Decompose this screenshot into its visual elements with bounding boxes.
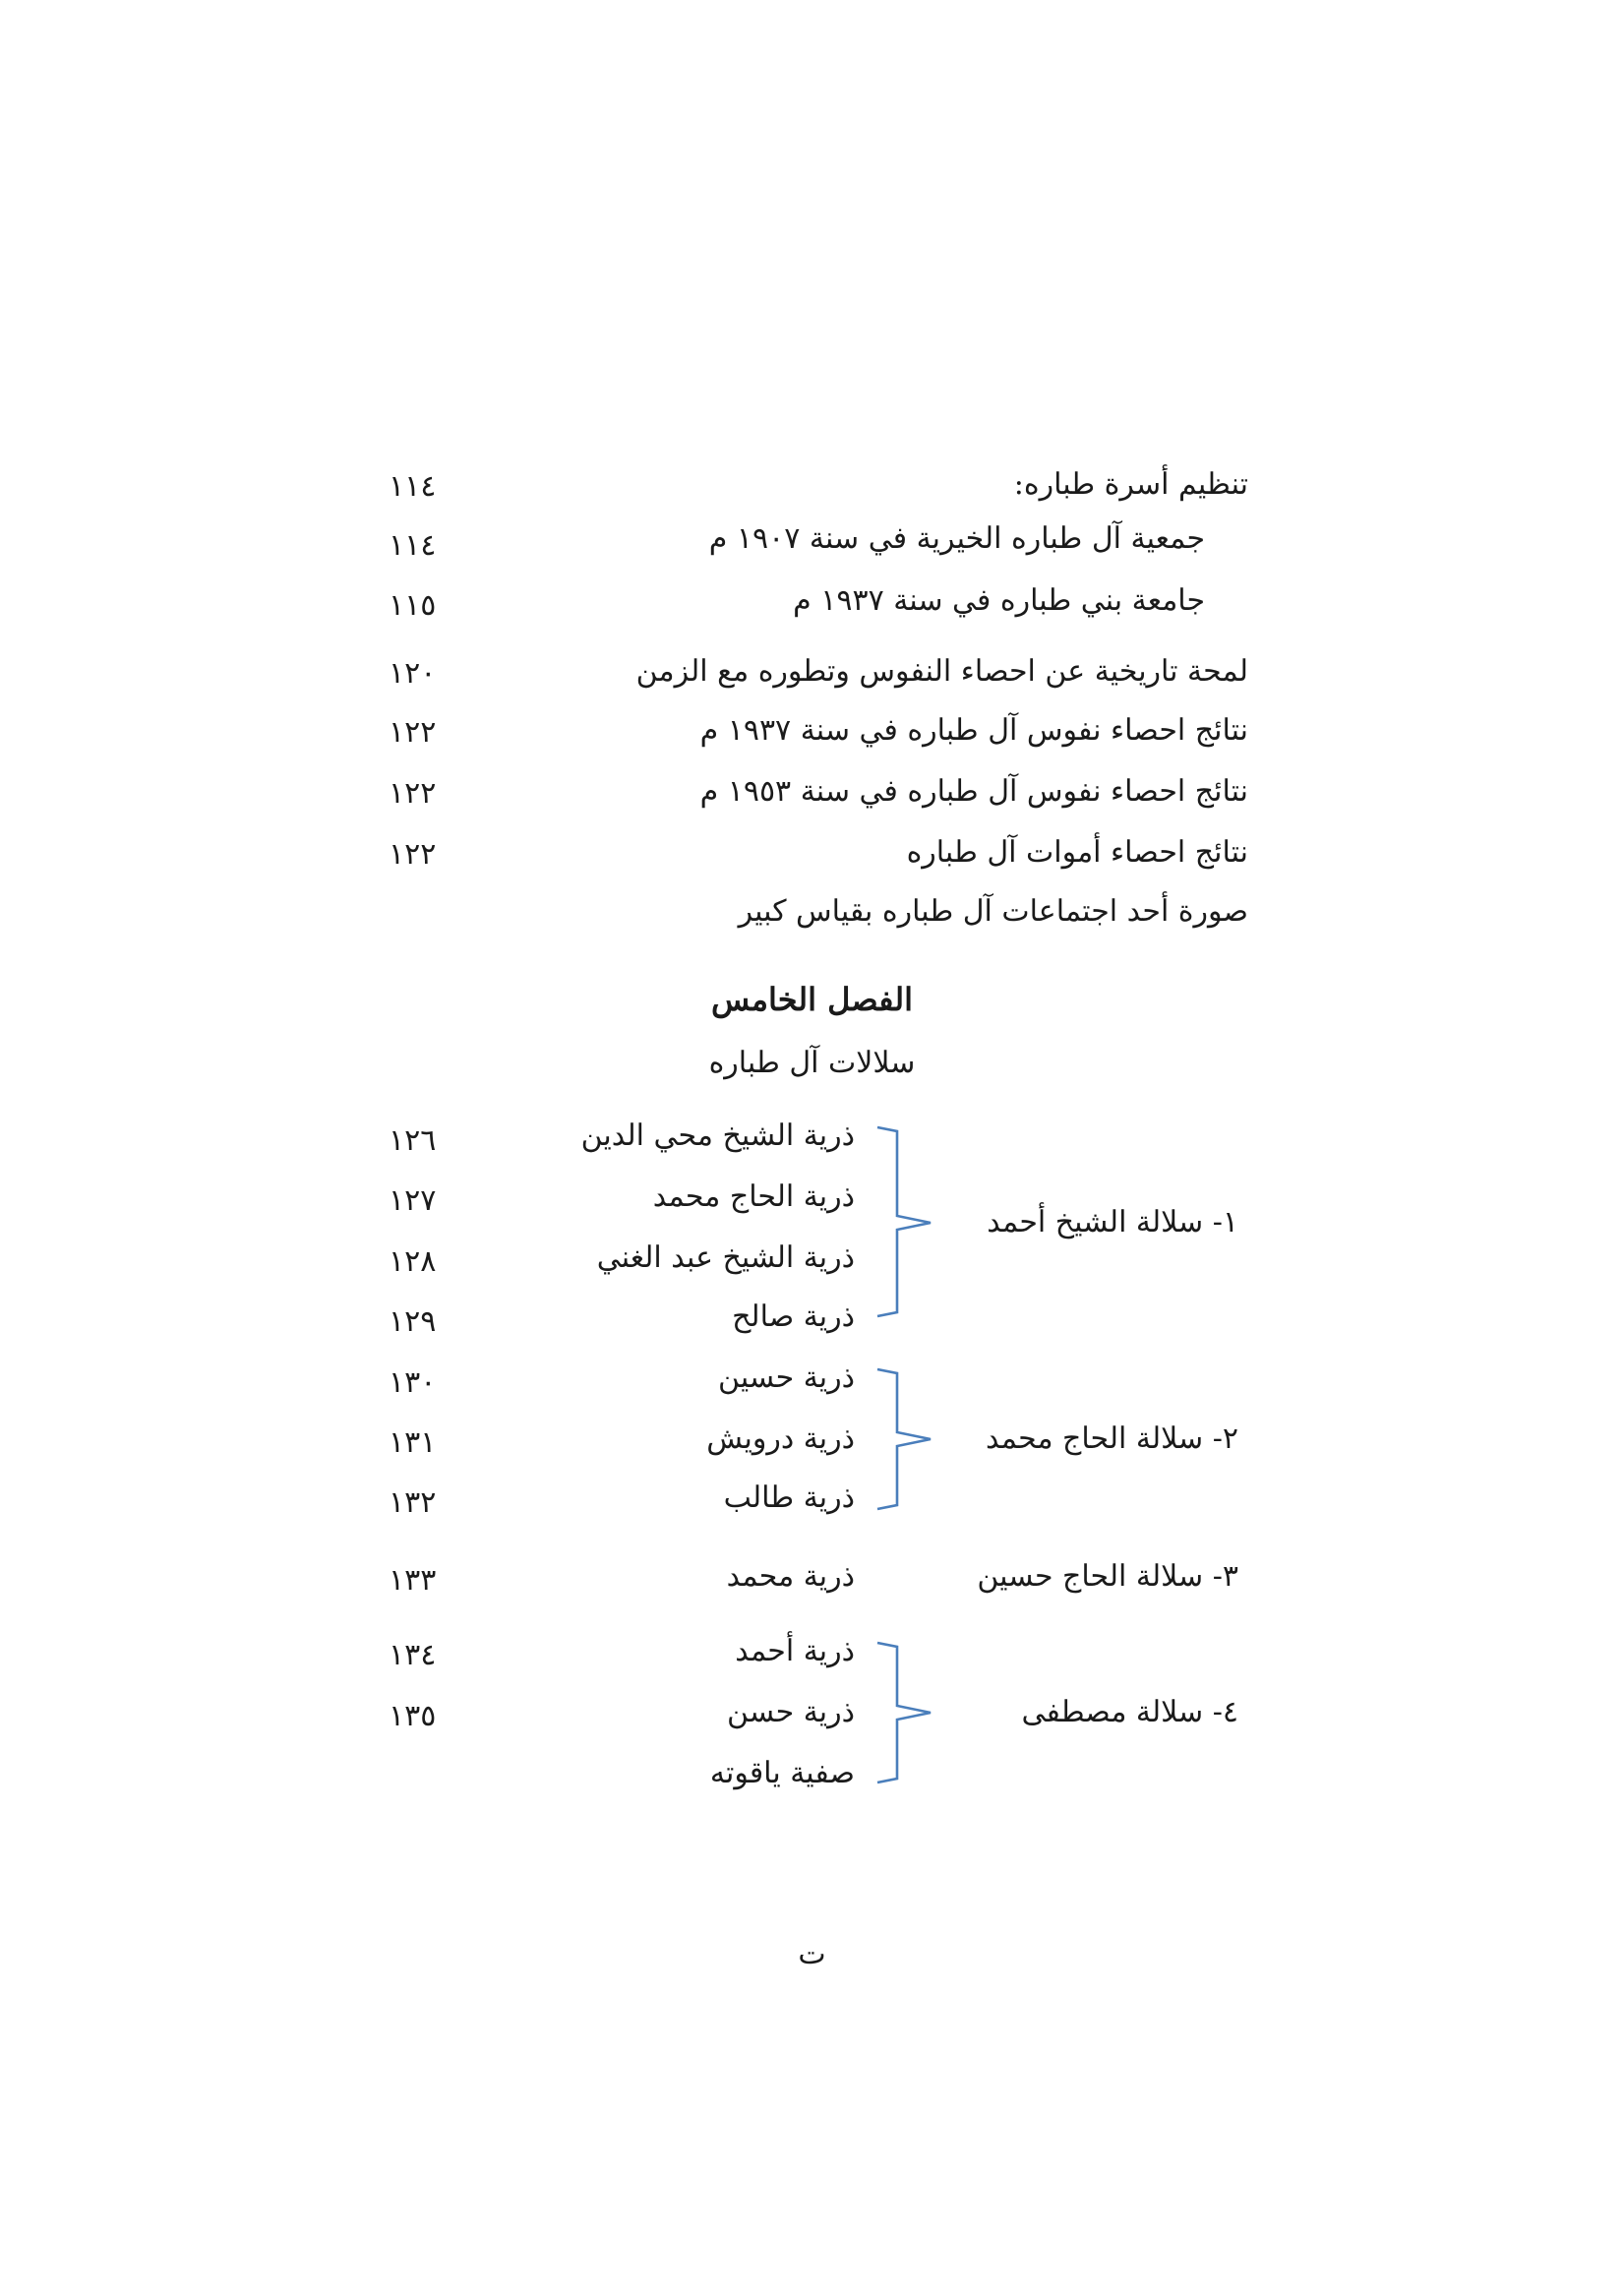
descendant-title: ذرية الحاج محمد bbox=[652, 1179, 855, 1214]
brace-lineage-2 bbox=[877, 1369, 931, 1509]
toc-entry-title: نتائج احصاء أموات آل طباره bbox=[906, 835, 1248, 870]
toc-entry-title: لمحة تاريخية عن احصاء النفوس وتطوره مع الزمن bbox=[635, 654, 1248, 689]
descendant-title: ذرية طالب bbox=[723, 1480, 855, 1515]
chapter-subtitle: سلالات آل طباره bbox=[708, 1046, 916, 1080]
descendant-title: ذرية أحمد bbox=[735, 1634, 855, 1668]
descendant-page: ١٢٨ bbox=[389, 1244, 437, 1279]
descendant-page: ١٣٢ bbox=[389, 1485, 437, 1520]
toc-entry-title: نتائج احصاء نفوس آل طباره في سنة ١٩٣٧ م bbox=[699, 713, 1248, 748]
descendant-title: ذرية حسن bbox=[727, 1695, 855, 1729]
toc-entry-page: ١١٤ bbox=[389, 528, 437, 563]
lineage-name: ٣- سلالة الحاج حسين bbox=[977, 1559, 1238, 1594]
toc-entry-title: جامعة بني طباره في سنة ١٩٣٧ م bbox=[793, 583, 1205, 618]
brace-lineage-4 bbox=[877, 1643, 931, 1782]
descendant-page: ١٣٤ bbox=[389, 1638, 437, 1672]
lineage-name: ١- سلالة الشيخ أحمد bbox=[987, 1205, 1238, 1239]
lineage-name: ٢- سلالة الحاج محمد bbox=[985, 1421, 1238, 1456]
toc-entry-page: ١٢٢ bbox=[389, 715, 437, 750]
descendant-title: ذرية الشيخ عبد الغني bbox=[596, 1240, 855, 1275]
descendant-page: ١٣٠ bbox=[389, 1365, 437, 1400]
toc-entry-page: ١٢٢ bbox=[389, 837, 437, 872]
descendant-title: ذرية درويش bbox=[706, 1421, 855, 1456]
descendant-page: ١٣١ bbox=[389, 1425, 437, 1460]
toc-entry-page: ١٢٢ bbox=[389, 776, 437, 811]
descendant-title: ذرية صالح bbox=[732, 1299, 855, 1334]
toc-entry-title: تنظيم أسرة طباره: bbox=[1013, 467, 1248, 502]
descendant-page: ١٢٩ bbox=[389, 1304, 437, 1339]
toc-entry-title: صورة أحد اجتماعات آل طباره بقياس كبير bbox=[738, 894, 1248, 929]
toc-entry-page: ١٢٠ bbox=[389, 656, 437, 691]
chapter-title: الفصل الخامس bbox=[711, 981, 913, 1018]
toc-entry-page: ١١٥ bbox=[389, 588, 437, 623]
descendant-page: ١٣٣ bbox=[389, 1563, 437, 1598]
descendant-page: ١٢٧ bbox=[389, 1183, 437, 1218]
descendant-title: ذرية الشيخ محي الدين bbox=[580, 1118, 855, 1153]
descendant-title: صفية ياقوته bbox=[709, 1756, 855, 1790]
lineage-name: ٤- سلالة مصطفى bbox=[1021, 1695, 1238, 1729]
descendant-title: ذرية محمد bbox=[726, 1559, 855, 1594]
descendant-title: ذرية حسين bbox=[717, 1360, 855, 1395]
descendant-page: ١٢٦ bbox=[389, 1123, 437, 1158]
toc-entry-title: جمعية آل طباره الخيرية في سنة ١٩٠٧ م bbox=[708, 521, 1205, 556]
toc-entry-title: نتائج احصاء نفوس آل طباره في سنة ١٩٥٣ م bbox=[699, 774, 1248, 809]
brace-lineage-1 bbox=[877, 1127, 931, 1316]
descendant-page: ١٣٥ bbox=[389, 1699, 437, 1733]
toc-entry-page: ١١٤ bbox=[389, 469, 437, 504]
footer-page-letter: ت bbox=[798, 1937, 826, 1971]
